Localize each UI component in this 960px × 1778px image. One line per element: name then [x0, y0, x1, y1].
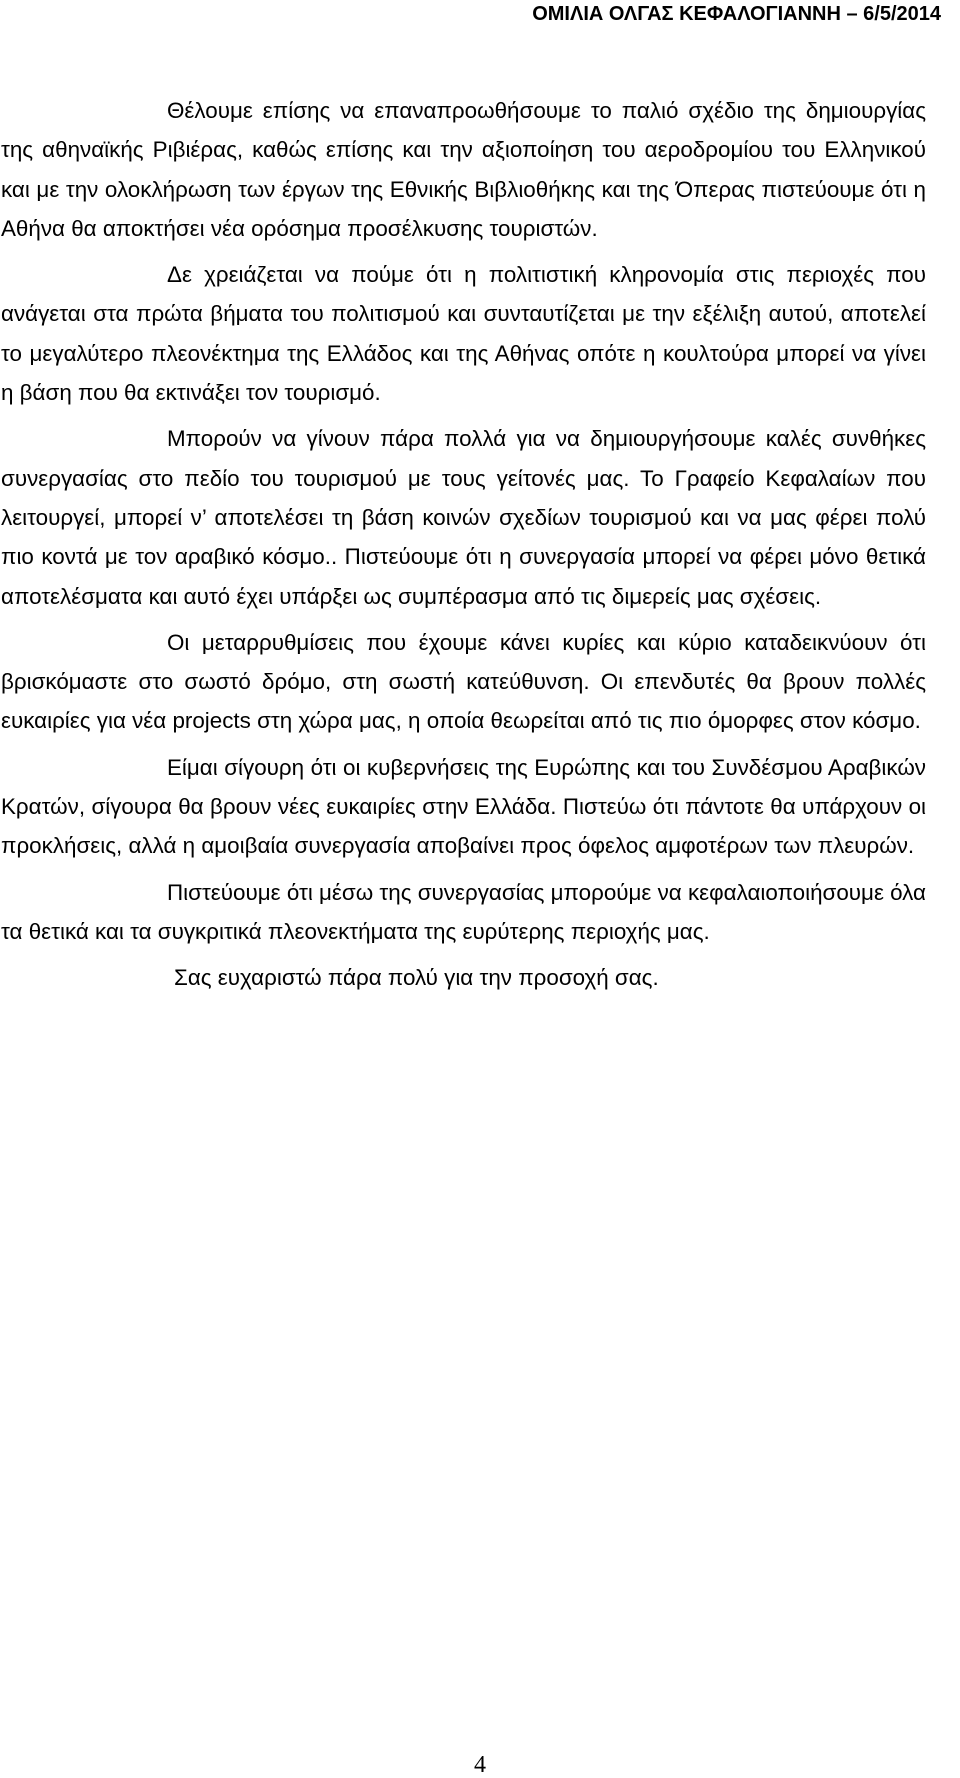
- paragraph-governments: Είμαι σίγουρη ότι οι κυβερνήσεις της Ευρώπης και του Συνδέσμου Αραβικών Κρατών, σίγουρα θα βρουν νέες ευκαιρίες στην Ελλάδα. Πιστεύω ότι πάντοτε θα υπάρχουν οι προκλήσεις, αλλά η αμοιβαία συνεργασία αποβαίνει προς όφελος αμφοτέρων των πλευρών.: [1, 754, 926, 859]
- paragraph-riviera: Θέλουμε επίσης να επαναπροωθήσουμε το παλιό σχέδιο της δημιουργίας της αθηναϊκής Ριβιέρας, καθώς επίσης και την αξιοποίηση του αεροδρομίου του Ελληνικού και με την ολοκλήρωση των έργων της Εθνικής Βιβλιοθήκης και της Όπερας πιστεύουμε ότι η Αθήνα θα αποκτήσει νέα ορόσημα προσέλκυσης τουριστών.: [1, 98, 926, 241]
- document-body: [1, 91, 926, 1005]
- paragraph-cultural-heritage: Δε χρειάζεται να πούμε ότι η πολιτιστική κληρονομία στις περιοχές που ανάγεται στα πρώτα βήματα του πολιτισμού και συνταυτίζεται με την εξέλιξη αυτού, αποτελεί το μεγαλύτερο πλεονέκτημα της Ελλάδος και της Αθήνας οπότε η κουλτούρα μπορεί να γίνει η βάση που θα εκτινάξει τον τουρισμό.: [1, 262, 926, 406]
- paragraph-reforms: Οι μεταρρυθμίσεις που έχουμε κάνει κυρίες και κύριο καταδεικνύουν ότι βρισκόμαστε στο σωστό δρόμο, στη σωστή κατεύθυνση. Οι επενδυτές θα βρουν πολλές ευκαιρίες για νέα projects στη χώρα μας, η οποία θεωρείται από τις πιο όμορφες στον κόσμο.: [1, 629, 926, 734]
- paragraph-capitalize: Πιστεύουμε ότι μέσω της συνεργασίας μπορούμε να κεφαλαιοποιήσουμε όλα τα θετικά και τα συγκριτικά πλεονεκτήματα της ευρύτερης περιοχής μας.: [1, 879, 926, 944]
- running-header: ΟΜΙΛΙΑ ΟΛΓΑΣ ΚΕΦΑΛΟΓΙΑΝΝΗ – 6/5/2014: [532, 3, 941, 25]
- closing-line: Σας ευχαριστώ πάρα πολύ για την προσοχή σας.: [174, 965, 659, 991]
- paragraph-tourism-cooperation: Μπορούν να γίνουν πάρα πολλά για να δημιουργήσουμε καλές συνθήκες συνεργασίας στο πεδίο του τουρισμού με τους γείτονές μας. Το Γραφείο Κεφαλαίων που λειτουργεί, μπορεί ν’ αποτελέσει τη βάση κοινών σχεδίων τουρισμού και να μας φέρει πολύ πιο κοντά με τον αραβικό κόσμο.. Πιστεύουμε ότι η συνεργασία μπορεί να φέρει μόνο θετικά αποτελέσματα και αυτό έχει υπάρξει ως συμπέρασμα από τις διμερείς μας σχέσεις.: [1, 426, 926, 609]
- page-number: 4: [474, 1752, 486, 1778]
